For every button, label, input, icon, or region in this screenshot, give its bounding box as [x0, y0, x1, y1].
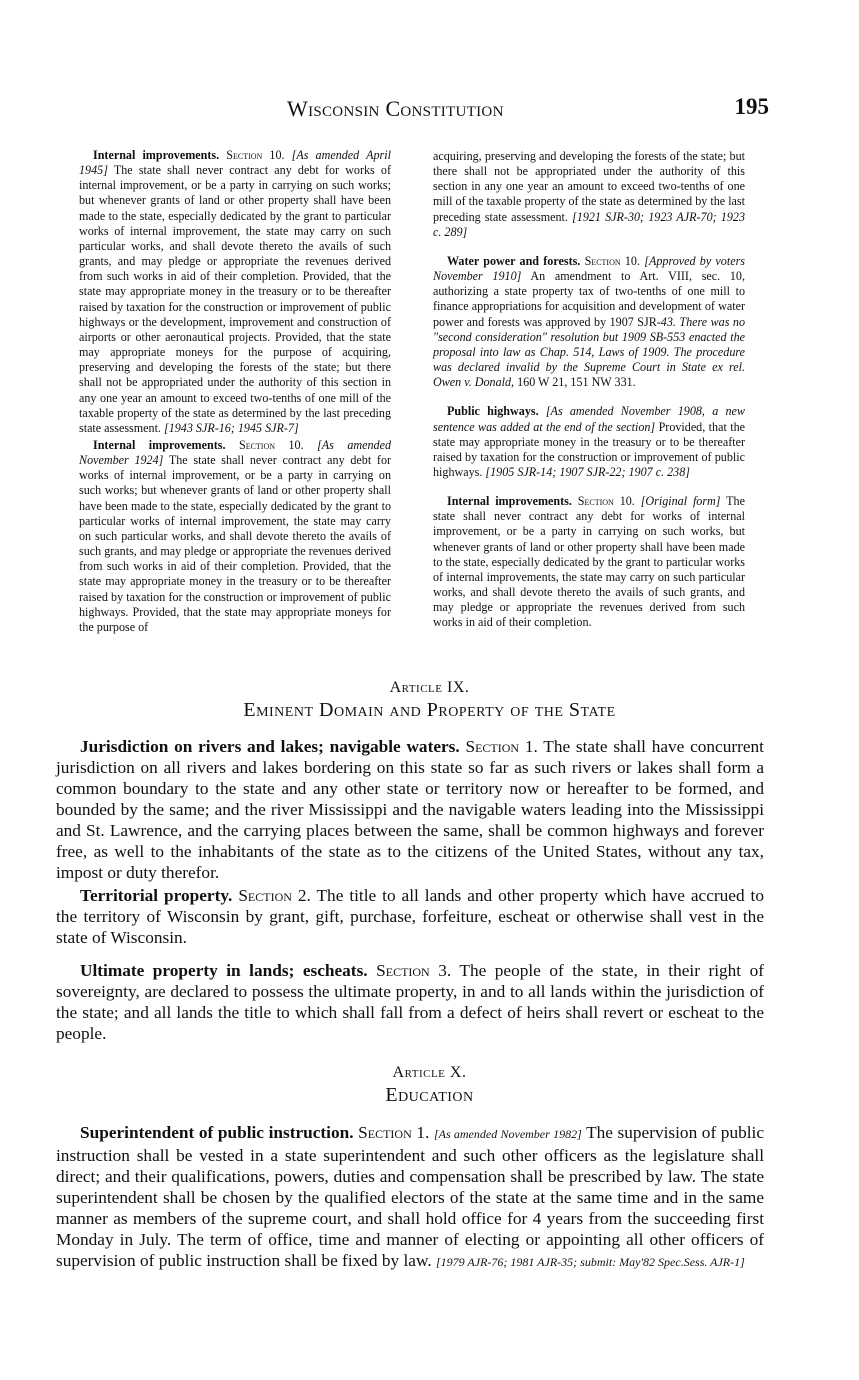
article-title: Eminent Domain and Property of the State — [243, 699, 616, 721]
section-label: Section 1. — [358, 1123, 430, 1142]
section-label: Section 3. — [376, 961, 452, 980]
note-text-citation: 160 W 21, 151 NW 331. — [517, 375, 636, 390]
page-number: 195 — [734, 94, 769, 119]
section-label: Section 10. — [584, 253, 640, 268]
article-x-heading — [0, 1064, 859, 1107]
note-continuation — [433, 149, 745, 240]
section-text: The title to all lands and other property which have accrued to the territory of Wisconsin by grant, gift, purchase, forfeiture, escheat or otherwise shall vest in the state of Wisconsin. — [56, 886, 764, 947]
section-heading: Territorial property. — [80, 886, 233, 905]
article-ix-section-2 — [56, 885, 764, 948]
note-internal-improvements-1924 — [79, 438, 391, 635]
note-water-power-forests — [433, 254, 745, 390]
note-heading: Water power and forests. — [447, 253, 581, 268]
note-public-highways — [433, 404, 745, 480]
article-ix-section-1 — [56, 736, 764, 883]
note-text: Provided, that the state may appropriate money in the treasury or to be thereafter raised by taxation for the construction or improvement of public highways. — [433, 419, 745, 479]
note-original-form — [433, 494, 745, 630]
article-ix-heading — [0, 679, 859, 722]
note-text: The state shall never contract any debt for works of internal improvement, or be a party in carrying on such works; but whenever grants of land or other property shall have been made to the state, especially dedicated by the grant to particular works of internal improvement, the state may carry on such particular works, and shall devote thereto the avails of such grants, and may pledge or appropriate the revenues derived from such works in aid of their completion. Provided, that the state may appropriate money in the treasury or to be thereafter raised by taxation for the construction or improvement of public highways or the development, improvement and construction of airports or other aeronautical projects. Provided, that the state may appropriate moneys for the purpose of acquiring, preserving and developing the forests of the state; but there shall not be appropriated under the authority of this section in any one year an amount to exceed two-tenths of one mill of the taxable property of the state as determined by the last preceding state assessment. — [79, 163, 391, 435]
amendment-note: [As amended November 1908, a new sentence was added at the end of the section] — [433, 404, 745, 434]
article-ix-section-3 — [56, 960, 764, 1044]
note-heading: Internal improvements. — [93, 437, 226, 452]
note-text-italic: There was no "second consideration" resolution but 1909 SB-553 enacted the proposal into law as Chap. 514, Laws of 1909. The procedure was declared invalid by the Supreme Court in State ex rel. Owen v. Donald, — [433, 314, 745, 390]
article-number: Article IX. — [389, 679, 470, 696]
section-heading: Jurisdiction on rivers and lakes; navigable waters. — [80, 737, 460, 756]
citation: [1921 SJR-30; 1923 AJR-70; 1923 c. 289] — [433, 209, 745, 239]
section-text: The supervision of public instruction shall be vested in a state superintendent and such other officers as the legislature shall direct; and their qualifications, powers, duties and compensation shall be prescribed by law. The state superintendent shall be chosen by the qualified electors of the state at the same time and in the same manner as members of the supreme court, and shall hold office for 4 years from the succeeding first Monday in July. The term of office, time and manner of electing or appointing all other officers of supervision of public instruction shall be fixed by law. — [56, 1123, 765, 1270]
section-label: Section 10. — [577, 494, 635, 509]
amendment-note: [As amended November 1982] — [433, 1127, 582, 1141]
amendment-note: [Original form] — [640, 494, 721, 509]
note-heading: Internal improvements. — [447, 494, 572, 509]
section-heading: Superintendent of public instruction. — [80, 1123, 354, 1142]
amendment-note: [As amended November 1924] — [79, 437, 391, 468]
note-text-num: 43. — [660, 314, 676, 329]
running-header — [0, 96, 859, 126]
note-text: An amendment to Art. VIII, sec. 10, authorizing a state property tax of two-tenths of one mill to finance appropriations for acquisition and development of water power and forests was approved by 1907 SJR- — [433, 269, 746, 329]
citation: [1979 AJR-76; 1981 AJR-35; submit: May'82 Spec.Sess. AJR-1] — [435, 1255, 745, 1269]
amendment-note: [Approved by voters November 1910] — [433, 253, 745, 284]
left-column — [79, 148, 391, 649]
amendment-note: [As amended April 1945] — [79, 148, 391, 178]
article-x-section-1 — [56, 1122, 764, 1273]
note-heading: Internal improvements. — [93, 148, 220, 162]
section-text: The people of the state, in their right of sovereignty, are declared to possess the ultimate property, in and to all lands within the jurisdiction of the state; and all lands the title to which shall fall from a defect of heirs shall revert or escheat to the people. — [56, 961, 764, 1043]
citation: [1943 SJR-16; 1945 SJR-7] — [163, 420, 299, 435]
citation: [1905 SJR-14; 1907 SJR-22; 1907 c. 238] — [485, 464, 690, 479]
section-heading: Ultimate property in lands; escheats. — [80, 961, 368, 980]
section-text: The state shall have concurrent jurisdiction on all rivers and lakes bordering on this state so far as such rivers or lakes shall form a common boundary to the state and any other state or territory now or hereafter to be formed, and bounded by the same; and the river Mississippi and the navigable waters leading into the Mississippi and St. Lawrence, and the carrying places between the same, shall be common highways and forever free, as well to the inhabitants of the state as to the citizens of the United States, without any tax, impost or duty therefor. — [56, 737, 764, 882]
section-label: Section 1. — [465, 737, 538, 756]
article-number: Article X. — [392, 1064, 467, 1081]
running-title: Wisconsin Constitution — [287, 96, 504, 121]
note-text: acquiring, preserving and developing the forests of the state; but there shall not be appropriated under the authority of this section in any one year an amount to exceed two-tenths of one mill of the taxable property of the state as determined by the last preceding state assessment. — [433, 149, 745, 224]
section-label: Section 2. — [238, 886, 311, 905]
note-text: The state shall never contract any debt for works of internal improvement, or be a party in carrying on such works, but whenever grants of land or other property shall have been made to the state, especially dedicated by the grant to particular works of internal improvements, the state may carry on such particular works, and shall devote thereto the avails of such grants, and may pledge or appropriate the revenues derived from such works in aid of their completion. — [433, 494, 745, 630]
note-internal-improvements-1945 — [79, 148, 391, 436]
section-label: Section 10. — [226, 148, 285, 162]
note-text: The state shall never contract any debt for works of internal improvement, or be a party in carrying on such works; but whenever grants of land or other property shall have been made to the state, especially dedicated by the grant to particular works of internal improvement, the state may carry on such particular works, and shall devote thereto the avails of such grants, and may pledge or appropriate the revenues derived from such works in aid of their completion. Provided, that the state may appropriate money in the treasury or to be thereafter raised by taxation for the construction or improvement of public highways. Provided, that the state may appropriate moneys for the purpose of — [79, 453, 392, 634]
section-label: Section 10. — [238, 437, 304, 452]
right-column — [433, 149, 745, 645]
article-title: Education — [385, 1084, 474, 1106]
note-heading: Public highways. — [447, 404, 539, 419]
